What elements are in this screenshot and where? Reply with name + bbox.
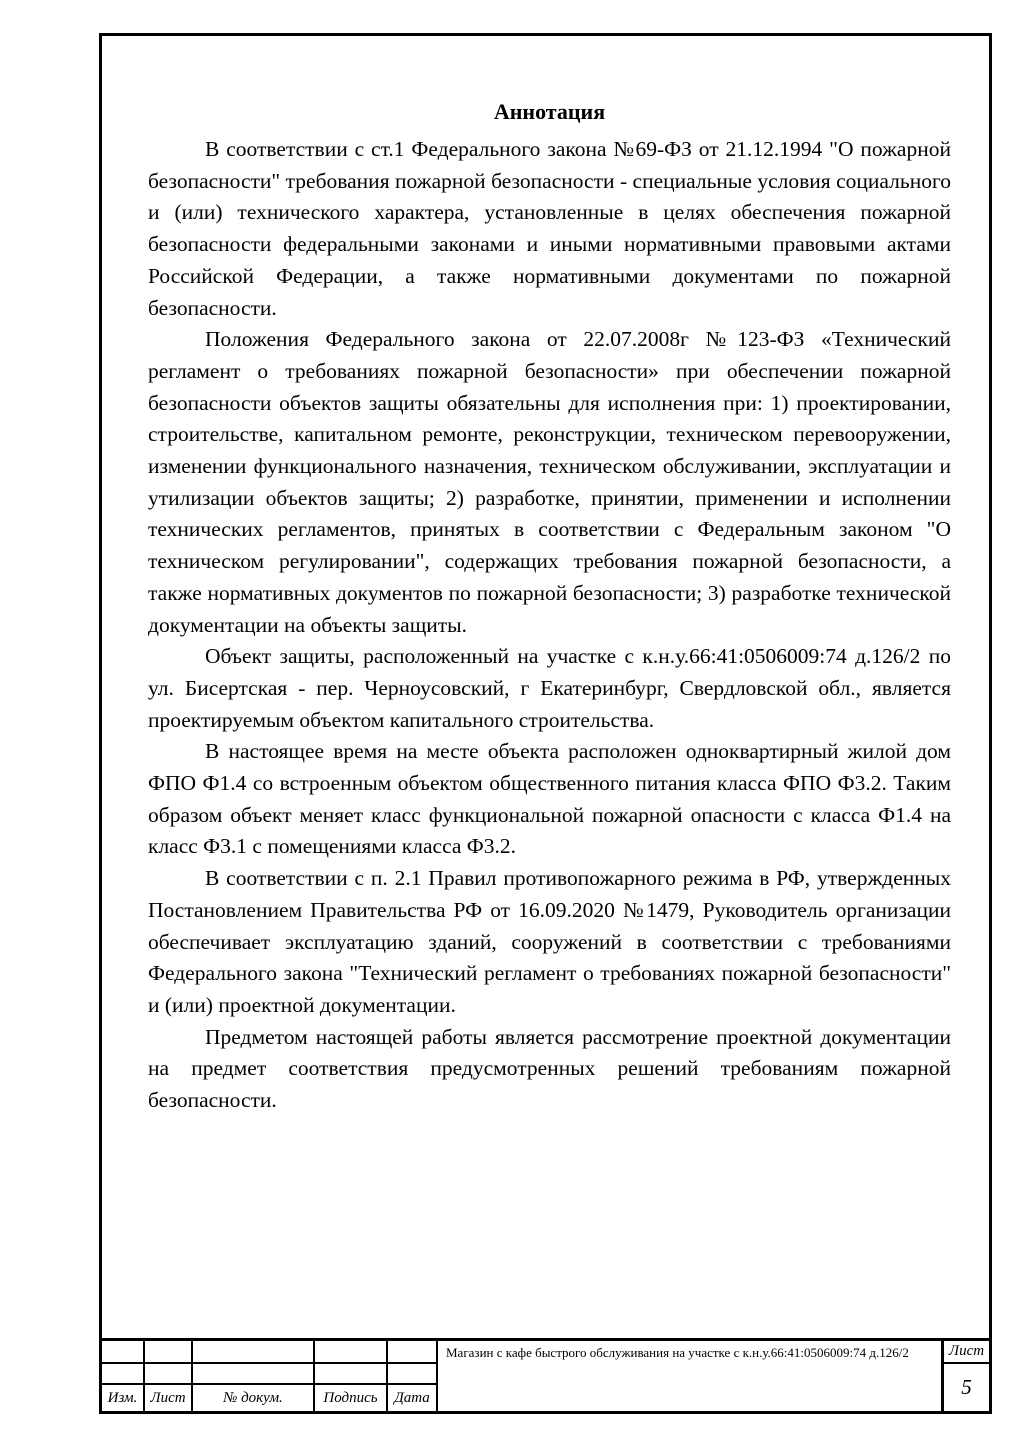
annotation-paragraph-4: В настоящее время на месте объекта расположен одноквартирный жилой дом ФПО Ф1.4 со встроенным объектом общественного питания класса ФПО Ф3.2. Таким образом объект меняет класс функциональной пожарной опасности с класса Ф1.4 на класс Ф3.1 с помещениями класса Ф3.2. — [148, 739, 951, 859]
stamp-empty-cell — [145, 1341, 193, 1364]
sheet-box — [941, 1341, 989, 1411]
stamp-empty-cell — [388, 1341, 438, 1364]
stamp-header-ndokum: № докум. — [193, 1385, 315, 1411]
stamp-header-izm: Изм. — [102, 1385, 145, 1411]
page-title: Аннотация — [493, 99, 606, 124]
annotation-paragraph-5: В соответствии с п. 2.1 Правил противопожарного режима в РФ, утвержденных Постановлением Правительства РФ от 16.09.2020 №1479, Руководитель организации обеспечивает эксплуатацию зданий, сооружений в соответствии с требованиями Федерального закона "Технический регламент о требованиях пожарной безопасности" и (или) проектной документации. — [148, 866, 951, 1017]
stamp-empty-cell — [102, 1341, 145, 1364]
stamp-header-data: Дата — [388, 1385, 438, 1411]
stamp-header-list: Лист — [145, 1385, 193, 1411]
annotation-paragraph-1: В соответствии с ст.1 Федерального закона №69-ФЗ от 21.12.1994 "О пожарной безопасности" требования пожарной безопасности - специальные условия социального и (или) технического характера, установленные в целях обеспечения пожарной безопасности федеральными законами и иными нормативными правовыми актами Российской Федерации, а также нормативными документами по пожарной безопасности. — [148, 137, 951, 320]
stamp-empty-cell — [193, 1364, 315, 1385]
annotation-paragraph-6: Предметом настоящей работы является рассмотрение проектной документации на предмет соответствия предусмотренных решений требованиям пожарной безопасности. — [148, 1024, 951, 1113]
stamp-empty-cell — [145, 1364, 193, 1385]
stamp-empty-cell — [102, 1364, 145, 1385]
stamp-empty-cell — [193, 1341, 315, 1364]
sheet-label: Лист — [944, 1341, 989, 1364]
title-block-revision-table — [102, 1341, 438, 1411]
title-block — [102, 1338, 989, 1411]
page-frame — [99, 33, 992, 1414]
annotation-paragraph-3: Объект защиты, расположенный на участке с к.н.у.66:41:0506009:74 д.126/2 по ул. Бисертская - пер. Черноусовский, г Екатеринбург, Свердловской обл., является проектируемым объектом капитального строительства. — [148, 644, 951, 732]
sheet-number: 5 — [961, 1375, 972, 1399]
stamp-empty-cell — [315, 1364, 388, 1385]
stamp-empty-cell — [315, 1341, 388, 1364]
stamp-empty-cell — [388, 1364, 438, 1385]
project-title: Магазин с кафе быстрого обслуживания на участке с к.н.у.66:41:0506009:74 д.126/2 — [446, 1345, 909, 1360]
stamp-header-podpis: Подпись — [315, 1385, 388, 1411]
annotation-paragraph-2: Положения Федерального закона от 22.07.2008г №123-ФЗ «Технический регламент о требованиях пожарной безопасности» при обеспечении пожарной безопасности объектов защиты обязательны для исполнения при: 1) проектировании, строительстве, капитальном ремонте, реконструкции, техническом перевооружении, изменении функционального назначения, техническом обслуживании, эксплуатации и утилизации объектов защиты; 2) разработке, принятии, применении и исполнении технических регламентов, принятых в соответствии с Федеральным законом "О техническом регулировании", содержащих требования пожарной безопасности, а также нормативных документов по пожарной безопасности; 3) разработке технической документации на объекты защиты. — [148, 327, 951, 637]
annotation-content — [148, 36, 951, 1117]
